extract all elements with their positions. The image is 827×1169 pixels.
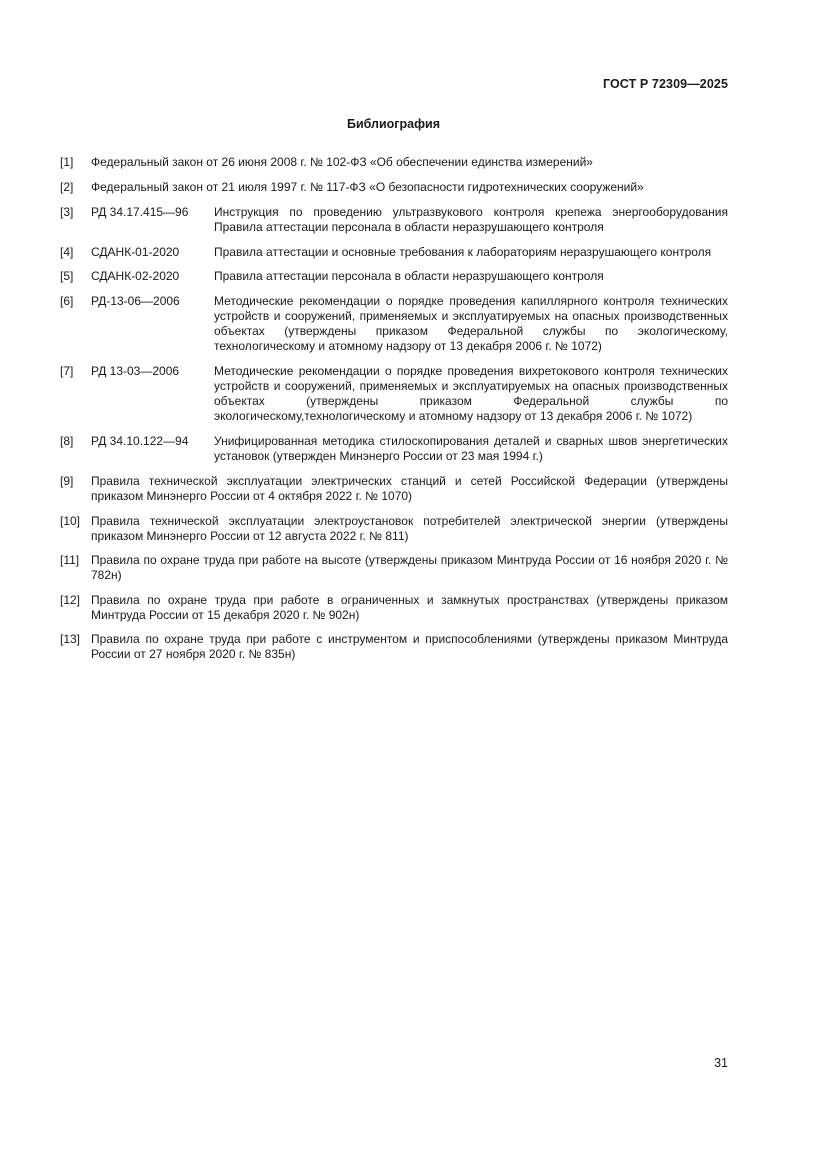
bibliography-entry [60,593,728,623]
bibliography-entry [60,434,728,464]
entry-text: Методические рекомендации о порядке проведения вихретокового контроля технических устройств и сооружений, применяемых и эксплуатируемых на опасных производственных объектах (утверждены приказом Федеральной службы по экологическому,технологическому и атомному надзору от 13 декабря 2006 г. № 1072) [214,364,728,423]
page-title: Библиография [346,117,441,131]
entry-number: [8] [60,434,74,448]
entry-text: Методические рекомендации о порядке проведения капиллярного контроля технических устройств и сооружений, применяемых и эксплуатируемых на опасных производственных объектах (утверждены приказом Федеральной службы по экологическому, технологическому и атомному надзору от 13 декабря 2006 г. № 1072) [214,294,728,353]
entry-number: [13] [60,632,81,646]
bibliography-entry [60,364,728,424]
entry-text: Федеральный закон от 21 июля 1997 г. № 117-ФЗ «О безопасности гидротехнических сооружений» [91,180,644,194]
entry-number: [11] [60,553,80,567]
entry-text: Правила аттестации и основные требования к лабораториям неразрушающего контроля [214,245,712,259]
entry-number: [3] [60,205,74,219]
entry-text: Унифицированная методика стилоскопирования деталей и сварных швов энергетических установок (утвержден Минэнерго России от 23 мая 1994 г.) [214,434,728,463]
bibliography-entry [60,205,728,235]
entry-text: Федеральный закон от 26 июня 2008 г. № 102-ФЗ «Об обеспечении единства измерений» [91,155,593,169]
entry-document-code: РД 34.17.415—96 [91,205,189,219]
entry-number: [10] [60,514,81,528]
entry-document-code: РД 13-03—2006 [91,364,180,378]
entry-number: [4] [60,245,74,259]
bibliography-entry [60,269,728,284]
entry-text: Правила технической эксплуатации электроустановок потребителей электрической энергии (утверждены приказом Минэнерго России от 12 августа 2022 г. № 811) [91,514,728,543]
entry-text: Правила по охране труда при работе на высоте (утверждены приказом Минтруда России от 16 ноября 2020 г. № 782н) [91,553,728,582]
entry-document-code: СДАНК-02-2020 [91,269,180,283]
page-number: 31 [714,1056,728,1070]
entry-text: Правила технической эксплуатации электрических станций и сетей Российской Федерации (утверждены приказом Минэнерго России от 4 октября 2022 г. № 1070) [91,474,728,503]
entry-number: [9] [60,474,74,488]
bibliography-entry [60,514,728,544]
entry-document-code: СДАНК-01-2020 [91,245,180,259]
entry-text: Правила аттестации персонала в области неразрушающего контроля [214,269,604,283]
entry-text: Инструкция по проведению ультразвукового контроля крепежа энергооборудования Правила аттестации персонала в области неразрушающего контроля [214,205,728,234]
entry-number: [6] [60,294,74,308]
entry-number: [1] [60,155,74,169]
entry-number: [7] [60,364,74,378]
bibliography-entry [60,155,728,170]
entry-number: [5] [60,269,74,283]
bibliography-entry [60,245,728,260]
bibliography-entry [60,474,728,504]
bibliography-entry [60,180,728,195]
bibliography-entry [60,632,728,662]
entry-text: Правила по охране труда при работе в ограниченных и замкнутых пространствах (утверждены приказом Минтруда России от 15 декабря 2020 г. № 902н) [91,593,728,622]
standard-designation: ГОСТ Р 72309—2025 [602,77,728,91]
entry-document-code: РД 34.10.122—94 [91,434,189,448]
entry-text: Правила по охране труда при работе с инструментом и приспособлениями (утверждены приказом Минтруда России от 27 ноября 2020 г. № 835н) [91,632,728,661]
entry-number: [12] [60,593,81,607]
bibliography-entry [60,294,728,354]
entry-number: [2] [60,180,74,194]
bibliography-entry [60,553,728,583]
entry-document-code: РД-13-06—2006 [91,294,180,308]
